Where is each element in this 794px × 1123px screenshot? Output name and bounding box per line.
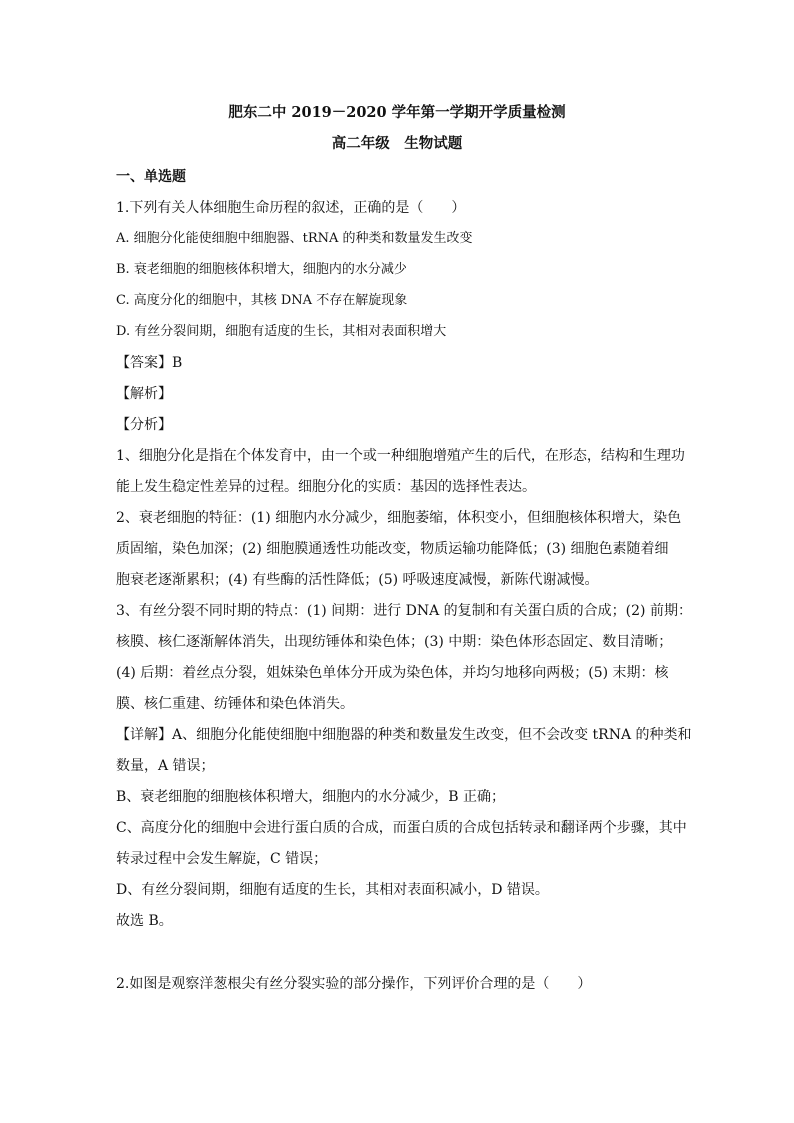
- detail-line: 故选 B。: [116, 913, 173, 929]
- question-1-option-c: C. 高度分化的细胞中，其核 DNA 不存在解旋现象: [116, 293, 408, 308]
- detail-line: 数量，A 错误；: [116, 758, 215, 774]
- analysis-line: 3、有丝分裂不同时期的特点：(1) 间期：进行 DNA 的复制和有关蛋白质的合成；(2) 前期：: [116, 603, 692, 619]
- fenxi-label: 【分析】: [116, 417, 172, 433]
- question-1-option-a: A. 细胞分化能使细胞中细胞器、tRNA 的种类和数量发生改变: [116, 231, 473, 246]
- document-title: 肥东二中 2019－2020 学年第一学期开学质量检测: [228, 104, 566, 121]
- question-1-stem: 1.下列有关人体细胞生命历程的叙述，正确的是（ ）: [116, 200, 466, 216]
- document-subtitle: 高二年级 生物试题: [331, 135, 463, 152]
- analysis-line: 质固缩，染色加深；(2) 细胞膜通透性功能改变，物质运输功能降低；(3) 细胞色素随着细: [116, 541, 669, 557]
- answer-label: 【答案】B: [116, 355, 183, 371]
- detail-line: B、衰老细胞的细胞核体积增大，细胞内的水分减少，B 正确；: [116, 789, 506, 805]
- analysis-line: 能上发生稳定性差异的过程。细胞分化的实质：基因的选择性表达。: [116, 479, 536, 495]
- section-heading: 一、单选题: [116, 169, 186, 185]
- analysis-line: 膜、核仁重建、纺锤体和染色体消失。: [116, 696, 354, 712]
- analysis-line: 核膜、核仁逐渐解体消失，出现纺锤体和染色体；(3) 中期：染色体形态固定、数目清晰；: [116, 634, 673, 650]
- analysis-line: 2、衰老细胞的特征：(1) 细胞内水分减少，细胞萎缩，体积变小，但细胞核体积增大，染色: [116, 510, 682, 526]
- analysis-line: 胞衰老逐渐累积；(4) 有些酶的活性降低；(5) 呼吸速度减慢，新陈代谢减慢。: [116, 572, 599, 588]
- analysis-label: 【解析】: [116, 386, 172, 402]
- detail-line: D、有丝分裂间期，细胞有适度的生长，其相对表面积减小，D 错误。: [116, 882, 549, 898]
- detail-line: C、高度分化的细胞中会进行蛋白质的合成，而蛋白质的合成包括转录和翻译两个步骤，其中: [116, 820, 687, 836]
- detail-line: 【详解】A、细胞分化能使细胞中细胞器的种类和数量发生改变，但不会改变 tRNA 的种类和: [116, 727, 692, 743]
- question-1-option-b: B. 衰老细胞的细胞核体积增大，细胞内的水分减少: [116, 262, 407, 277]
- analysis-line: (4) 后期：着丝点分裂，姐妹染色单体分开成为染色体，并均匀地移向两极；(5) 末期：核: [116, 665, 669, 681]
- detail-line: 转录过程中会发生解旋，C 错误；: [116, 851, 328, 867]
- analysis-line: 1、细胞分化是指在个体发育中，由一个或一种细胞增殖产生的后代，在形态，结构和生理功: [116, 448, 685, 464]
- question-1-option-d: D. 有丝分裂间期，细胞有适度的生长，其相对表面积增大: [116, 324, 447, 339]
- question-2-stem: 2.如图是观察洋葱根尖有丝分裂实验的部分操作，下列评价合理的是（ ）: [116, 976, 592, 992]
